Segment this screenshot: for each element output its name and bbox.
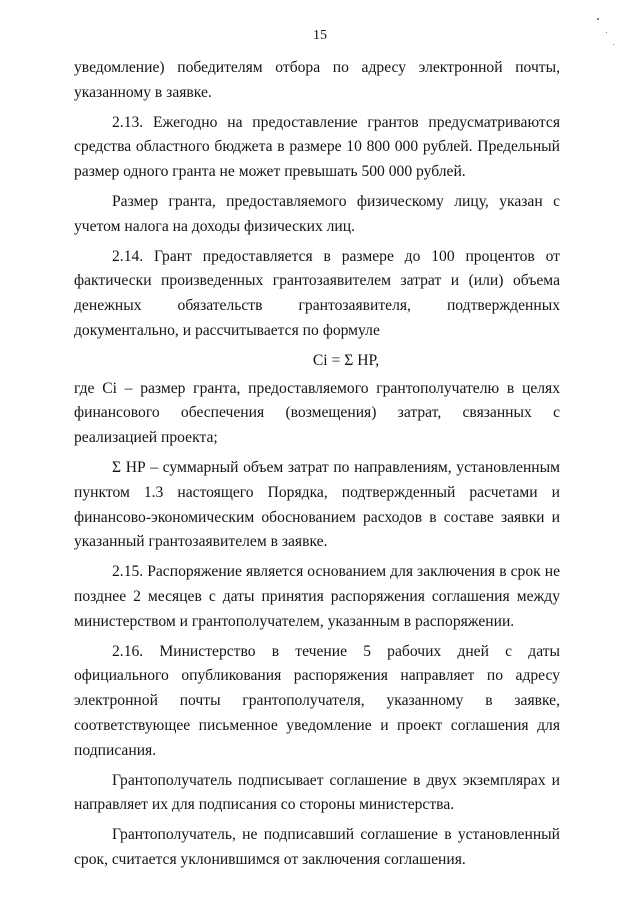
document-body [74, 56, 560, 878]
paragraph-grant-recipient-signs: Грантополучатель подписывает соглашение в двух экземплярах и направляет их для подписания со стороны министерства. [74, 771, 560, 814]
paragraph-continuation: уведомление) победителям отбора по адресу электронной почты, указанному в заявке. [74, 59, 560, 101]
paragraph-2-14: 2.14. Грант предоставляется в размере до 100 процентов от фактически произведенных грантозаявителем затрат и (или) объема денежных обязательств грантозаявителя, подтвержденных документально, и рассчитывается по формуле [74, 247, 560, 339]
paragraph-2-15: 2.15. Распоряжение является основанием для заключения в срок не позднее 2 месяцев с даты принятия распоряжения соглашения между министерством и грантополучателем, указанным в распоряжении. [74, 563, 560, 630]
scan-speck [606, 32, 607, 33]
scan-speck [597, 18, 599, 20]
paragraph-2-16: 2.16. Министерство в течение 5 рабочих дней с даты официального опубликования распоряжения направляет по адресу электронной почты грантополучателя, указанному в заявке, соответствующее письменное уведомление и проект соглашения для подписания. [74, 642, 560, 759]
paragraph-2-13: 2.13. Ежегодно на предоставление грантов предусматриваются средства областного бюджета в размере 10 800 000 рублей. Предельный размер одного гранта не может превышать 500 000 рублей. [74, 113, 560, 181]
page-number: 15 [313, 28, 327, 43]
paragraph-formula-definition-hp: Σ НР – суммарный объем затрат по направлениям, установленным пунктом 1.3 настоящего Порядка, подтвержденный расчетами и финансово-экономическим обоснованием расходов в составе заявки и указанный грантозаявителем в заявке. [74, 458, 560, 551]
scan-speck [613, 44, 614, 45]
paragraph-grant-recipient-evades: Грантополучатель, не подписавший соглашение в установленный срок, считается уклонившимся от заключения соглашения. [74, 826, 560, 868]
grant-formula: Ci = Σ НР, [312, 351, 380, 369]
paragraph-grant-size-note: Размер гранта, предоставляемого физическому лицу, указан с учетом налога на доходы физических лиц. [74, 192, 560, 235]
paragraph-formula-definition-ci: где Ci – размер гранта, предоставляемого грантополучателю в целях финансового обеспечения (возмещения) затрат, связанных с реализацией проекта; [74, 379, 560, 447]
